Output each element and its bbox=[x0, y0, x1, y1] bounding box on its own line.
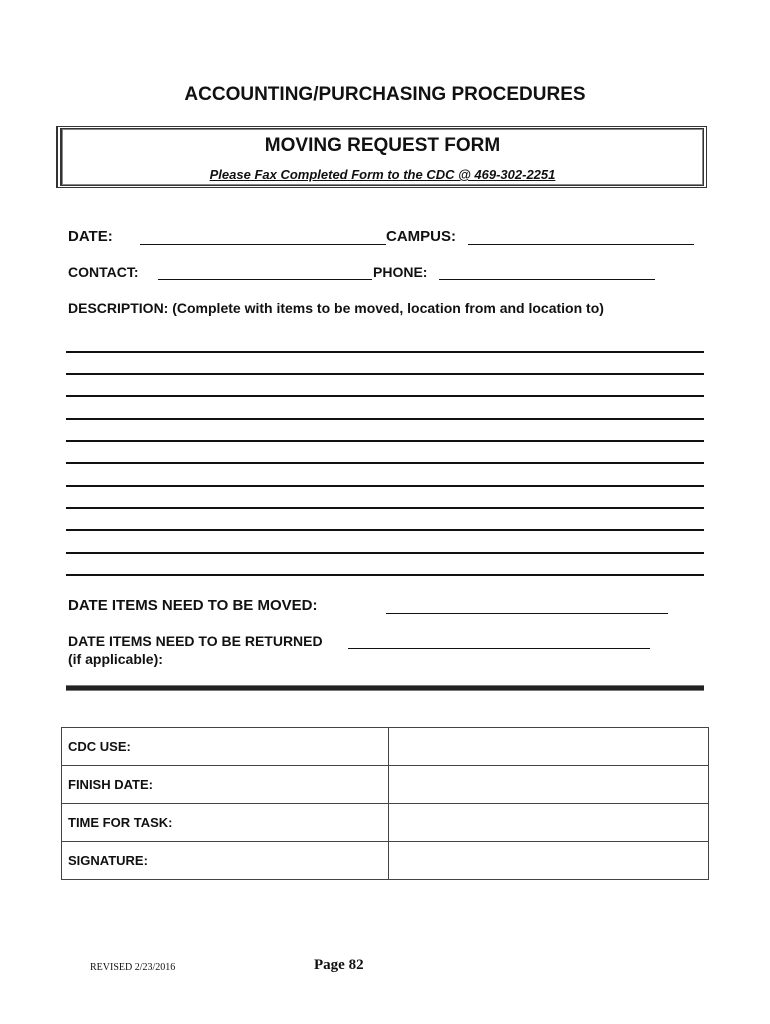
date-input[interactable] bbox=[140, 230, 386, 245]
phone-input[interactable] bbox=[439, 265, 655, 280]
return-date-note: (if applicable): bbox=[68, 651, 163, 667]
cdc-use-field[interactable] bbox=[389, 728, 709, 766]
description-line[interactable] bbox=[66, 507, 704, 509]
form-title-box bbox=[56, 126, 707, 188]
table-row bbox=[62, 804, 709, 842]
move-date-label: DATE ITEMS NEED TO BE MOVED: bbox=[68, 597, 318, 614]
contact-input[interactable] bbox=[158, 265, 372, 280]
cdc-use-label: CDC USE: bbox=[62, 728, 389, 766]
revision-date: REVISED 2/23/2016 bbox=[90, 962, 176, 973]
date-label: DATE: bbox=[68, 228, 113, 245]
phone-label: PHONE: bbox=[373, 264, 428, 280]
table-row bbox=[62, 766, 709, 804]
page-header: ACCOUNTING/PURCHASING PROCEDURES bbox=[184, 84, 586, 105]
page-number: Page 82 bbox=[314, 957, 364, 973]
cdc-use-table bbox=[61, 727, 709, 880]
campus-label: CAMPUS: bbox=[386, 228, 456, 245]
description-line[interactable] bbox=[66, 485, 704, 487]
return-date-label: DATE ITEMS NEED TO BE RETURNED bbox=[68, 633, 323, 649]
signature-label: SIGNATURE: bbox=[62, 842, 389, 880]
fax-instruction: Please Fax Completed Form to the CDC @ 469-302-2251 bbox=[209, 167, 556, 182]
section-divider bbox=[66, 686, 704, 690]
form-title: MOVING REQUEST FORM bbox=[264, 135, 501, 156]
return-date-input[interactable] bbox=[348, 634, 650, 649]
table-row bbox=[62, 842, 709, 880]
contact-label: CONTACT: bbox=[68, 264, 139, 280]
time-for-task-label: TIME FOR TASK: bbox=[62, 804, 389, 842]
finish-date-field[interactable] bbox=[389, 766, 709, 804]
description-line[interactable] bbox=[66, 395, 704, 397]
description-line[interactable] bbox=[66, 462, 704, 464]
description-label: DESCRIPTION: (Complete with items to be moved, location from and location to) bbox=[68, 300, 604, 316]
signature-field[interactable] bbox=[389, 842, 709, 880]
description-line[interactable] bbox=[66, 574, 704, 576]
description-line[interactable] bbox=[66, 351, 704, 353]
move-date-input[interactable] bbox=[386, 599, 668, 614]
table-row bbox=[62, 728, 709, 766]
time-for-task-field[interactable] bbox=[389, 804, 709, 842]
description-line[interactable] bbox=[66, 529, 704, 531]
campus-input[interactable] bbox=[468, 230, 694, 245]
description-line[interactable] bbox=[66, 440, 704, 442]
description-line[interactable] bbox=[66, 552, 704, 554]
finish-date-label: FINISH DATE: bbox=[62, 766, 389, 804]
description-line[interactable] bbox=[66, 373, 704, 375]
description-line[interactable] bbox=[66, 418, 704, 420]
